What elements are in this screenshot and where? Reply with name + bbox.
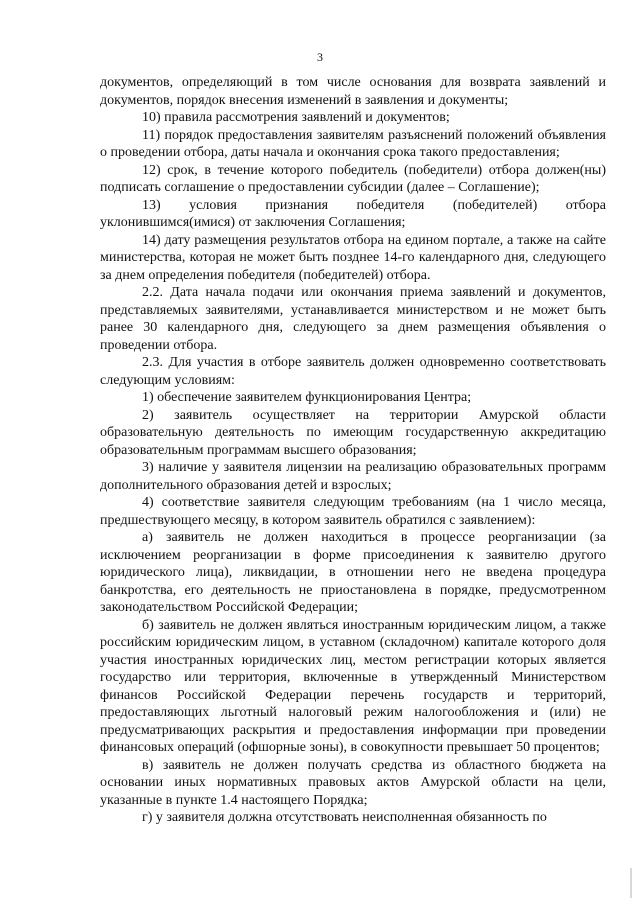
paragraph-requirement-a: а) заявитель не должен находиться в процессе реорганизации (за исключением реорганизации в форме присоединения к заявителю другого юридического лица), ликвидации, в отношении него не введена процедура банкротства, его деятельность не приостановлена в порядке, предусмотренном законодательством Российской Федерации; <box>100 530 606 615</box>
paragraph-item-10: 10) правила рассмотрения заявлений и документов; <box>142 110 450 125</box>
paragraph-requirement-v: в) заявитель не должен получать средства из областного бюджета на основании иных нормативных правовых актов Амурской области на цели, указанные в пункте 1.4 настоящего Порядка; <box>100 757 606 808</box>
scan-edge-mark <box>630 868 632 898</box>
paragraph-requirement-b: б) заявитель не должен являться иностранным юридическим лицом, а также российским юридическим лицом, в уставном (складочном) капитале которого доля участия иностранных юридических лиц, местом регистрации которых является государство или территория, включенные в утвержденный Министерством финансов Российской Федерации перечень государств и территорий, предоставляющих льготный налоговый режим налогообложения и (или) не предусматривающих раскрытия и предоставления информации при проведении финансовых операций (офшорные зоны), в совокупности превышает 50 процентов; <box>100 617 606 755</box>
paragraph-section-2-2: 2.2. Дата начала подачи или окончания приема заявлений и документов, представляемых заявителями, устанавливается министерством и не может быть ранее 30 календарного дня, следующего за днем размещения объявления о проведении отбора. <box>100 285 606 353</box>
paragraph-continuation: документов, определяющий в том числе основания для возврата заявлений и документов, порядок внесения изменений в заявления и документы; <box>100 75 606 108</box>
paragraph-item-14: 14) дату размещения результатов отбора на едином портале, а также на сайте министерства, которая не может быть позднее 14-го календарного дня, следующего за днем определения победителя (победителей) отбора. <box>100 232 606 283</box>
paragraph-section-2-3: 2.3. Для участия в отборе заявитель должен одновременно соответствовать следующим условиям: <box>100 355 606 388</box>
paragraph-item-12: 12) срок, в течение которого победитель (победители) отбора должен(ны) подписать соглашение о предоставлении субсидии (далее – Соглашение); <box>100 162 606 195</box>
page-number: 3 <box>317 50 323 64</box>
paragraph-condition-1: 1) обеспечение заявителем функционирования Центра; <box>142 390 472 405</box>
paragraph-requirement-g: г) у заявителя должна отсутствовать неисполненная обязанность по <box>142 810 547 825</box>
paragraph-condition-3: 3) наличие у заявителя лицензии на реализацию образовательных программ дополнительного образования детей и взрослых; <box>100 460 606 493</box>
paragraph-condition-4: 4) соответствие заявителя следующим требованиям (на 1 число месяца, предшествующего месяцу, в котором заявитель обратился с заявлением): <box>100 495 606 528</box>
document-body <box>100 74 606 827</box>
paragraph-item-13: 13) условия признания победителя (победителей) отбора уклонившимся(имися) от заключения Соглашения; <box>100 197 606 230</box>
paragraph-condition-2: 2) заявитель осуществляет на территории Амурской области образовательную деятельность по имеющим государственную аккредитацию образовательным программам высшего образования; <box>100 407 606 458</box>
paragraph-item-11: 11) порядок предоставления заявителям разъяснений положений объявления о проведении отбора, даты начала и окончания срока такого предоставления; <box>100 127 606 160</box>
